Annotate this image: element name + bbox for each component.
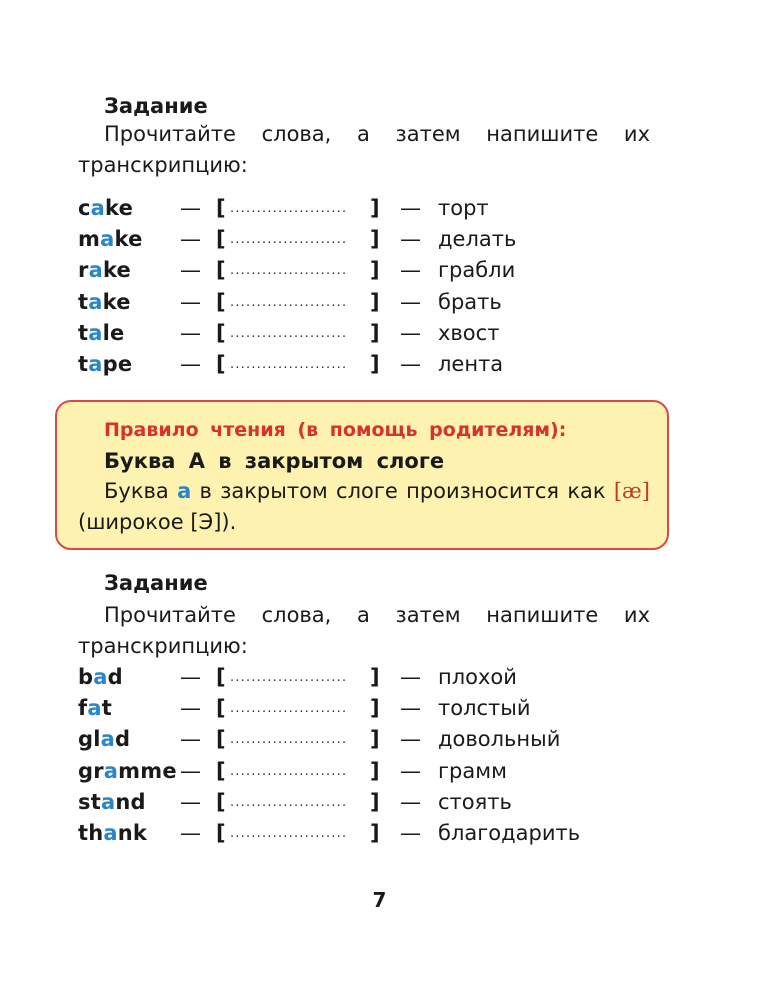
russian-translation: благодарить bbox=[438, 821, 581, 845]
english-word bbox=[78, 787, 146, 818]
dash-separator: — bbox=[400, 821, 421, 845]
dash-separator: — bbox=[400, 352, 421, 376]
rule-subheading: Буква А в закрытом слоге bbox=[104, 449, 445, 473]
bracket-close: ] bbox=[370, 758, 380, 783]
dash-separator: — bbox=[400, 727, 421, 752]
word-highlight-vowel: a bbox=[88, 320, 103, 345]
bracket-close: ] bbox=[370, 696, 380, 721]
word-prefix: st bbox=[78, 789, 101, 814]
dash-separator: — bbox=[400, 289, 421, 314]
transcription-blank: ...................... bbox=[230, 357, 348, 372]
word-highlight-vowel: a bbox=[88, 258, 103, 283]
russian-translation: лента bbox=[438, 352, 504, 376]
russian-translation: хвост bbox=[438, 320, 500, 345]
bracket-open: [ bbox=[216, 665, 226, 689]
page-number: 7 bbox=[372, 888, 387, 912]
dash-separator: — bbox=[180, 227, 201, 252]
word-prefix: m bbox=[78, 227, 101, 252]
word-prefix: gr bbox=[78, 758, 104, 783]
dash-separator: — bbox=[400, 758, 421, 783]
rule-ipa-symbol: [æ] bbox=[613, 479, 650, 503]
dash-separator: — bbox=[400, 258, 421, 283]
rule-highlight-letter: а bbox=[177, 479, 192, 503]
word-suffix: nk bbox=[117, 821, 148, 845]
bracket-open: [ bbox=[216, 727, 226, 752]
word-prefix: c bbox=[78, 196, 91, 220]
bracket-close: ] bbox=[370, 727, 380, 752]
bracket-close: ] bbox=[370, 320, 380, 345]
task1-title: Задание bbox=[104, 94, 208, 118]
bracket-open: [ bbox=[216, 352, 226, 376]
dash-separator: — bbox=[400, 227, 421, 252]
rule-text-after: (широкое [Э]). bbox=[78, 510, 237, 534]
transcription-blank: ...................... bbox=[230, 232, 348, 248]
russian-translation: стоять bbox=[438, 789, 512, 814]
dash-separator: — bbox=[180, 821, 201, 845]
dash-separator: — bbox=[400, 196, 421, 220]
word-prefix: t bbox=[78, 289, 89, 314]
russian-translation: брать bbox=[438, 289, 502, 314]
russian-translation: довольный bbox=[438, 727, 561, 752]
word-suffix: d bbox=[115, 727, 131, 752]
word-highlight-vowel: a bbox=[87, 696, 102, 721]
english-word bbox=[78, 193, 133, 224]
bracket-close: ] bbox=[370, 289, 380, 314]
task2-instruction: Прочитайте слова, а затем напишите их транскрипцию: bbox=[78, 603, 650, 658]
rule-text-before: Буква bbox=[104, 479, 178, 503]
word-highlight-vowel: a bbox=[103, 758, 119, 783]
bracket-close: ] bbox=[370, 258, 380, 283]
word-highlight-vowel: a bbox=[103, 821, 118, 845]
english-word bbox=[78, 662, 123, 693]
dash-separator: — bbox=[400, 696, 421, 721]
dash-separator: — bbox=[400, 665, 421, 689]
word-suffix: t bbox=[101, 696, 112, 721]
transcription-blank: ...................... bbox=[230, 763, 348, 779]
english-word bbox=[78, 287, 131, 318]
russian-translation: грамм bbox=[438, 758, 507, 783]
english-word bbox=[78, 255, 131, 286]
transcription-blank: ...................... bbox=[230, 701, 348, 717]
transcription-blank: ...................... bbox=[230, 826, 348, 841]
bracket-close: ] bbox=[370, 665, 380, 689]
bracket-open: [ bbox=[216, 696, 226, 721]
word-suffix: le bbox=[102, 320, 125, 345]
russian-translation: торт bbox=[438, 196, 489, 220]
dash-separator: — bbox=[180, 258, 201, 283]
russian-translation: делать bbox=[438, 227, 517, 252]
english-word bbox=[78, 224, 143, 255]
word-highlight-vowel: a bbox=[100, 789, 116, 814]
task2-title: Задание bbox=[104, 571, 208, 595]
bracket-open: [ bbox=[216, 227, 226, 252]
dash-separator: — bbox=[180, 789, 201, 814]
rule-text-middle: в закрытом слоге произносится как bbox=[191, 479, 614, 503]
transcription-blank: ...................... bbox=[230, 201, 348, 216]
rule-heading: Правило чтения (в помощь родителям): bbox=[104, 419, 567, 441]
word-suffix: pe bbox=[102, 352, 133, 376]
bracket-open: [ bbox=[216, 821, 226, 845]
russian-translation: грабли bbox=[438, 258, 516, 283]
russian-translation: толстый bbox=[438, 696, 531, 721]
russian-translation: плохой bbox=[438, 665, 517, 689]
dash-separator: — bbox=[180, 758, 201, 783]
bracket-open: [ bbox=[216, 196, 226, 220]
dash-separator: — bbox=[180, 696, 201, 721]
word-highlight-vowel: a bbox=[100, 727, 116, 752]
bracket-open: [ bbox=[216, 258, 226, 283]
bracket-close: ] bbox=[370, 789, 380, 814]
dash-separator: — bbox=[400, 789, 421, 814]
word-highlight-vowel: a bbox=[88, 289, 103, 314]
word-prefix: t bbox=[78, 352, 89, 376]
word-highlight-vowel: a bbox=[93, 665, 108, 689]
word-prefix: r bbox=[78, 258, 89, 283]
transcription-blank: ...................... bbox=[230, 263, 348, 279]
task1-instruction: Прочитайте слова, а затем напишите их транскрипцию: bbox=[78, 122, 650, 177]
dash-separator: — bbox=[180, 665, 201, 689]
transcription-blank: ...................... bbox=[230, 294, 348, 310]
word-suffix: nd bbox=[115, 789, 146, 814]
english-word bbox=[78, 693, 112, 724]
word-prefix: gl bbox=[78, 727, 101, 752]
word-prefix: t bbox=[78, 320, 89, 345]
bracket-open: [ bbox=[216, 789, 226, 814]
bracket-close: ] bbox=[370, 227, 380, 252]
dash-separator: — bbox=[180, 196, 201, 220]
word-suffix: ke bbox=[102, 258, 131, 283]
bracket-close: ] bbox=[370, 821, 380, 845]
word-highlight-vowel: a bbox=[88, 352, 103, 376]
bracket-close: ] bbox=[370, 352, 380, 376]
rule-text bbox=[78, 476, 650, 538]
word-suffix: d bbox=[107, 665, 123, 689]
dash-separator: — bbox=[180, 727, 201, 752]
english-word bbox=[78, 756, 177, 787]
word-prefix: th bbox=[78, 821, 104, 845]
bracket-open: [ bbox=[216, 289, 226, 314]
english-word bbox=[78, 318, 124, 349]
dash-separator: — bbox=[180, 289, 201, 314]
dash-separator: — bbox=[180, 320, 201, 345]
word-highlight-vowel: a bbox=[100, 227, 115, 252]
dash-separator: — bbox=[400, 320, 421, 345]
word-prefix: f bbox=[78, 696, 88, 721]
transcription-blank: ...................... bbox=[230, 670, 348, 685]
english-word bbox=[78, 724, 130, 755]
transcription-blank: ...................... bbox=[230, 794, 348, 810]
transcription-blank: ...................... bbox=[230, 732, 348, 748]
word-prefix: b bbox=[78, 665, 94, 689]
bracket-open: [ bbox=[216, 320, 226, 345]
word-suffix: ke bbox=[114, 227, 143, 252]
dash-separator: — bbox=[180, 352, 201, 376]
bracket-close: ] bbox=[370, 196, 380, 220]
bracket-open: [ bbox=[216, 758, 226, 783]
transcription-blank: ...................... bbox=[230, 325, 348, 341]
word-highlight-vowel: a bbox=[90, 196, 106, 220]
word-suffix: mme bbox=[118, 758, 177, 783]
english-word bbox=[78, 818, 147, 849]
word-suffix: ke bbox=[105, 196, 134, 220]
word-suffix: ke bbox=[102, 289, 131, 314]
english-word bbox=[78, 349, 132, 380]
